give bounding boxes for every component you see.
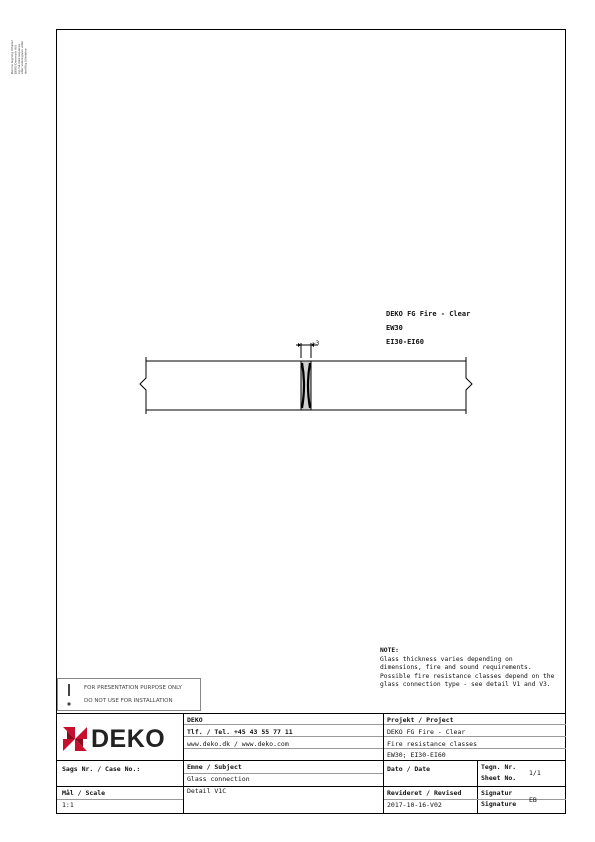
tb-divider — [383, 713, 384, 813]
subject-value: Glass connection — [187, 775, 250, 783]
left-glass-pane — [146, 361, 301, 410]
deko-logo-mark — [63, 727, 87, 751]
joint-dimension: ~3 — [312, 340, 320, 347]
right-glass-pane — [311, 361, 466, 410]
product-name: DEKO FG Fire - Clear — [386, 310, 471, 318]
presentation-warning — [57, 678, 201, 711]
side-note-line: Denne tegning tilhører — [10, 40, 14, 75]
company-phone: Tlf. / Tel. +45 43 55 77 11 — [187, 728, 293, 736]
tb-inner-line — [57, 799, 183, 800]
deko-logo-text: DEKO — [91, 724, 166, 753]
note-line: dimensions, fire and sound requirements. — [380, 664, 532, 672]
side-note-line: og må ikke kopieres — [16, 43, 21, 75]
tb-divider — [477, 760, 478, 813]
warning-line-2: DO NOT USE FOR INSTALLATION — [84, 698, 173, 704]
revised-label: Revideret / Revised — [387, 789, 462, 797]
scale-label: Mål / Scale — [62, 789, 106, 797]
fire-class-ew: EW30 — [386, 324, 403, 332]
tb-mid-line — [56, 760, 566, 761]
sheet-value: 1/1 — [529, 769, 541, 777]
project-value: DEKO FG Fire - Clear — [387, 728, 466, 736]
tb-inner-line — [184, 736, 383, 737]
sheet-label-1: Tegn. Nr. — [481, 763, 517, 771]
subject-detail: Detail V1C — [187, 787, 227, 795]
note-heading: NOTE: — [380, 647, 399, 654]
tb-inner-line — [384, 799, 566, 800]
tb-inner-line — [184, 773, 383, 774]
fire-class-ei: EI30-EI60 — [386, 338, 424, 346]
left-break-line — [140, 357, 146, 414]
case-number-label: Sags Nr. / Case No.: — [62, 765, 141, 773]
tb-inner-line — [384, 724, 566, 725]
note-line: Possible fire resistance classes depend on the — [380, 672, 555, 680]
date-label: Dato / Date — [387, 765, 431, 773]
tb-divider — [183, 713, 184, 813]
side-note-line: DEKO Denmark A/S — [13, 44, 18, 75]
note-line: Glass thickness varies depending on — [380, 655, 513, 663]
side-note-line: eller videregives uden — [20, 40, 25, 75]
signature-label-2: Signature — [481, 800, 517, 808]
tb-top-line — [56, 713, 566, 714]
note-line: glass connection type - see detail V1 and V3. — [380, 681, 551, 689]
signature-label-1: Signatur — [481, 789, 513, 797]
side-note-line: skriftlig tilladelse — [23, 48, 28, 75]
right-break-line — [466, 357, 472, 414]
tb-inner-line — [184, 748, 383, 749]
tb-inner-line — [384, 748, 566, 749]
tb-inner-line — [384, 736, 566, 737]
company-name: DEKO — [187, 716, 203, 724]
project-label: Projekt / Project — [387, 716, 454, 724]
warning-line-1: FOR PRESENTATION PURPOSE ONLY — [84, 685, 182, 691]
company-web: www.deko.dk / www.deko.com — [187, 740, 289, 748]
scale-value: 1:1 — [62, 801, 74, 809]
note-block — [380, 647, 565, 690]
warning-icon — [64, 683, 74, 709]
tb-inner-line — [184, 724, 383, 725]
revised-value: 2017-10-16-V02 — [387, 801, 442, 809]
project-fire-classes: Fire resistance classes — [387, 740, 478, 748]
subject-label: Emne / Subject — [187, 763, 242, 771]
tb-row-line — [56, 786, 566, 787]
project-class-values: EW30; EI30-EI60 — [387, 751, 446, 759]
deko-logo — [63, 724, 173, 754]
signature-value: EB — [529, 796, 537, 804]
sheet-label-2: Sheet No. — [481, 774, 517, 782]
